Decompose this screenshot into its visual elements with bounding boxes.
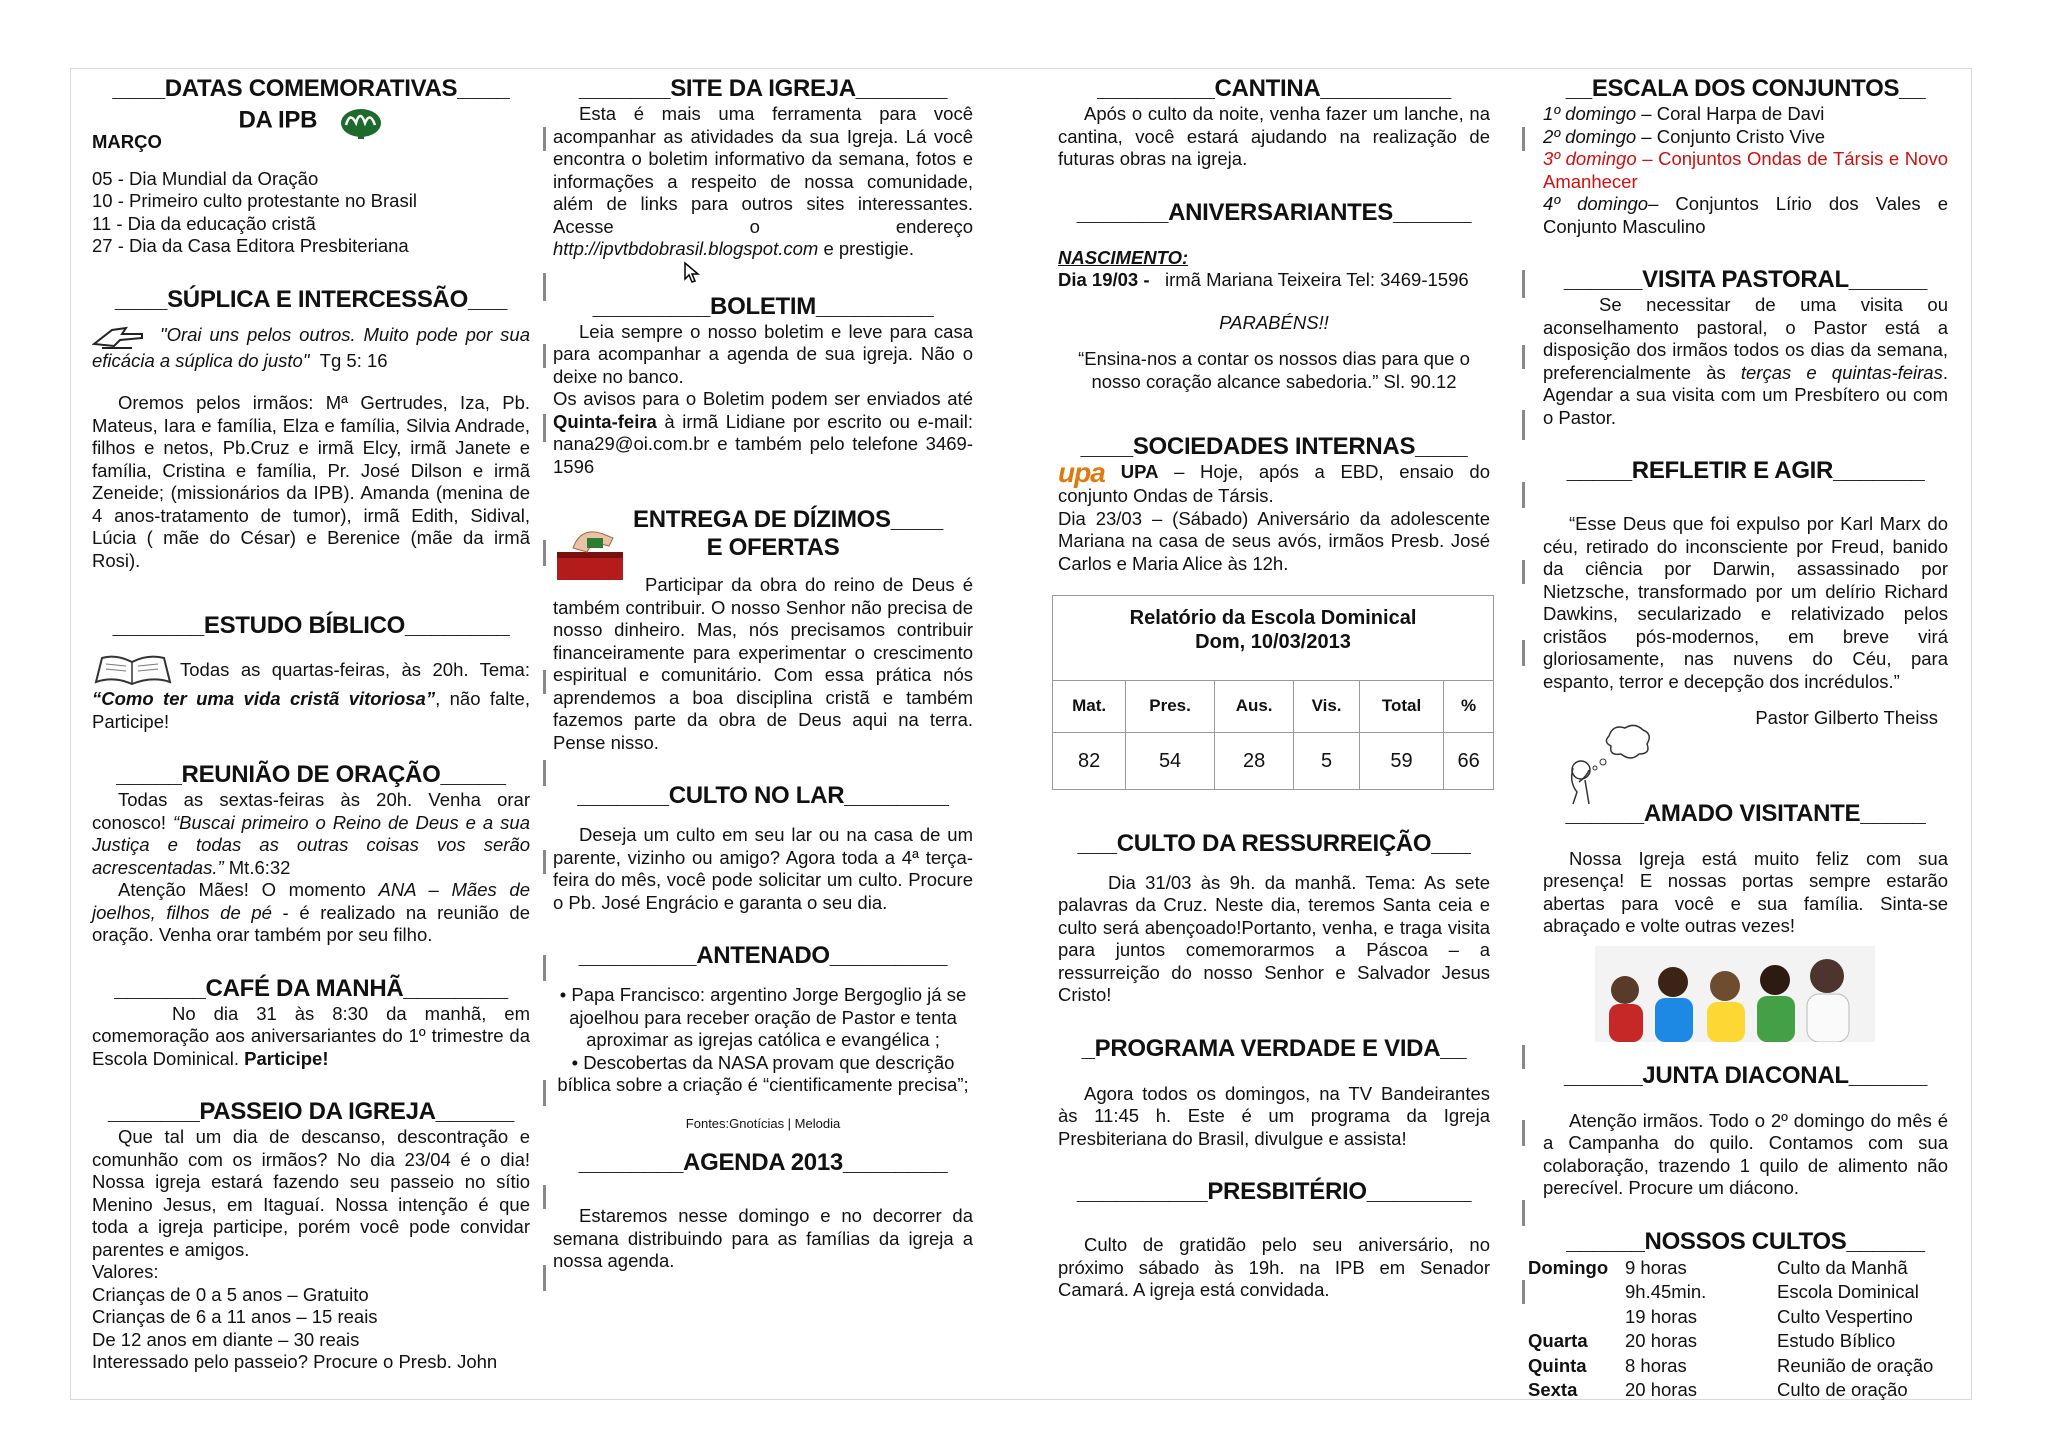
datas-section — [92, 75, 530, 258]
table-row — [1527, 1329, 1947, 1354]
datas-item: 05 - Dia Mundial da Oração — [92, 167, 319, 189]
passeio-section — [92, 1098, 530, 1374]
lar-title: _______CULTO NO LAR________ — [577, 782, 949, 809]
separator-bar — [543, 670, 546, 694]
cultos-section — [1528, 1227, 1948, 1403]
aniv-text: irmã Mariana Teixeira Tel: 3469-1596 — [1164, 269, 1469, 290]
separator-bar — [1522, 482, 1525, 508]
upa-logo-text: upa — [1058, 457, 1105, 489]
culto-time: 20 horas — [1625, 1330, 1697, 1351]
culto-name: Escola Dominical — [1777, 1281, 1919, 1302]
antenado-fontes: Fontes:Gnotícias | Melodia — [685, 1115, 841, 1131]
cafe-title: _______CAFÉ DA MANHÃ________ — [114, 974, 508, 1002]
maes-text: Atenção Mães! O momento — [118, 879, 366, 900]
culto-day — [1527, 1280, 1624, 1305]
separator-bar — [543, 540, 546, 566]
open-bible-icon — [92, 654, 174, 688]
dizimos-section — [553, 506, 973, 754]
escala-group: – Conjuntos Lírio dos Vales e Conjunto Masculino — [1543, 193, 1948, 237]
cafe-text: No dia 31 às 8:30 da manhã, em comemoração aos aniversariantes do 1º trimestre da Escola Dominical. — [92, 1002, 530, 1069]
culto-day: Domingo — [1528, 1256, 1609, 1278]
datas-month: MARÇO — [92, 131, 162, 152]
passeio-line: Crianças de 0 a 5 anos – Gratuito — [92, 1283, 369, 1305]
boletim-text-2: Os avisos para o Boletim podem ser enviados até — [553, 388, 973, 409]
boletim-section — [553, 293, 973, 479]
programa-text: Agora todos os domingos, na TV Bandeirantes às 11:45 h. Este é um programa da Igreja Presbiteriana do Brasil, divulgue e assista! — [1058, 1082, 1490, 1149]
cultos-table — [1527, 1256, 1947, 1403]
table-header-row — [1053, 681, 1493, 733]
visita-section — [1543, 266, 1948, 429]
table-header: % — [1444, 681, 1493, 733]
separator-bar — [543, 273, 546, 301]
visita-em: terças e quintas-feiras — [1740, 361, 1943, 383]
agenda-text: Estaremos nesse domingo e no decorrer da semana distribuindo para as famílias da igreja a nossa agenda. — [553, 1205, 973, 1271]
boletim-text-3: à irmã Lidiane por escrito ou e-mail: nana29@oi.com.br e também pelo telefone 3469-1596 — [553, 410, 973, 477]
suplica-ref: Tg 5: 16 — [319, 349, 388, 371]
column-2 — [553, 75, 973, 1273]
datas-item: 10 - Primeiro culto protestante no Brasil — [92, 190, 417, 211]
ressurreicao-title: ___CULTO DA RESSURREIÇÃO___ — [1077, 829, 1471, 857]
separator-bar — [1522, 1045, 1525, 1069]
visita-text: Se necessitar de uma visita ou aconselhamento pastoral, o Pastor está a disposição dos irmãos todos os dias da semana, preferencialmente às — [1543, 294, 1948, 383]
burning-bush-icon — [338, 103, 384, 139]
passeio-title: _______PASSEIO DA IGREJA______ — [108, 1098, 514, 1125]
separator-bar — [543, 1265, 546, 1291]
suplica-section — [92, 286, 530, 573]
separator-bar — [1522, 270, 1525, 298]
escala-group: – Conjuntos Ondas de Társis e Novo Amanhecer — [1543, 148, 1948, 192]
table-cell: 66 — [1444, 733, 1493, 789]
table-cell: 59 — [1359, 733, 1443, 789]
aniv-label: NASCIMENTO: — [1058, 246, 1189, 268]
sociedades-title: ____SOCIEDADES INTERNAS____ — [1080, 433, 1468, 460]
estudo-text: Todas as quartas-feiras, às 20h. Tema: — [180, 658, 530, 680]
escala-title: __ESCALA DOS CONJUNTOS__ — [1565, 75, 1926, 102]
programa-title: _PROGRAMA VERDADE E VIDA__ — [1081, 1034, 1467, 1062]
boletim-text: Leia sempre o nosso boletim e leve para casa para acompanhar a agenda de sua igreja. Não o deixe no banco. — [553, 320, 973, 387]
estudo-title: _______ESTUDO BÍBLICO________ — [112, 612, 510, 639]
cantina-section — [1058, 75, 1490, 171]
table-header: Mat. — [1053, 681, 1126, 733]
suplica-title: ____SÚPLICA E INTERCESSÃO___ — [114, 285, 508, 313]
junta-section — [1543, 1062, 1948, 1200]
separator-bar — [1522, 1200, 1525, 1226]
table-header: Aus. — [1214, 681, 1293, 733]
upa-logo — [1058, 457, 1105, 489]
separator-bar — [1522, 640, 1525, 666]
culto-name: Culto de oração — [1777, 1379, 1908, 1400]
site-url-link[interactable]: http://ipvtbdobrasil.blogspot.com — [553, 238, 819, 259]
datas-title: ____DATAS COMEMORATIVAS____ — [112, 75, 510, 102]
table-header: Vis. — [1294, 681, 1360, 733]
culto-day: Quinta — [1528, 1354, 1587, 1376]
refletir-section — [1543, 457, 1948, 806]
culto-name: Reunião de oração — [1777, 1354, 1934, 1376]
refletir-author: Pastor Gilberto Theiss — [1755, 707, 1938, 728]
site-tail: e prestigie. — [823, 238, 914, 259]
sociedades-text: Dia 23/03 – (Sábado) Aniversário da adolescente Mariana na casa de seus avós, irmãos Presb. José Carlos e Maria Alice às 12h. — [1058, 507, 1490, 574]
junta-text: Atenção irmãos. Todo o 2º domingo do mês é a Campanha do quilo. Contamos com sua colaboração, trazendo 1 quilo de alimento não perecível. Procure um diácono. — [1543, 1109, 1948, 1198]
suplica-verse: "Orai uns pelos outros. Muito pode por sua eficácia a súplica do justo" — [92, 323, 530, 371]
programa-section — [1058, 1035, 1490, 1151]
table-row — [1527, 1378, 1947, 1403]
escala-day: 3º domingo — [1543, 148, 1637, 169]
suplica-body: Oremos pelos irmãos: Mª Gertrudes, Iza, Pb. Mateus, Iara e família, Elza e família, Silvia Andrade, filhos e netos, Pb.Cruz e irmã Elcy, irmã Janete e família, Cristina e família, Pr. José Dilson e irmã Zeneide; (missionários da IPB). Amanda (menina de 4 anos-tratamento de tumor), irmã Edith, Sidival, Lúcia ( mãe do César) e Berenice (mãe da irmã Rosi). — [92, 392, 530, 571]
culto-day: Quarta — [1528, 1330, 1588, 1351]
antenado-section — [553, 942, 973, 1135]
table-header: Total — [1359, 681, 1443, 733]
relatorio-title: Relatório da Escola Dominical — [1129, 607, 1417, 630]
separator-bar — [543, 344, 546, 368]
maes-em: ANA – Mães de joelhos, filhos de pé — [92, 879, 530, 923]
boletim-title: _________BOLETIM_________ — [592, 292, 934, 320]
visitante-section — [1543, 800, 1948, 1042]
aniv-section — [1058, 199, 1490, 394]
escala-day: 1º domingo — [1543, 103, 1637, 124]
escala-highlight — [1543, 148, 1948, 193]
datas-item: 11 - Dia da educação cristã — [92, 212, 316, 234]
aniv-date: Dia 19/03 - — [1058, 269, 1150, 290]
cafe-section — [92, 975, 530, 1071]
refletir-title: _____REFLETIR E AGIR_______ — [1566, 457, 1925, 484]
culto-time: 9h.45min. — [1625, 1281, 1707, 1302]
separator-bar — [1522, 1280, 1525, 1304]
offering-box-icon — [553, 518, 635, 584]
cafe-bold: Participe! — [244, 1047, 329, 1069]
cantina-text: Após o culto da noite, venha fazer um lanche, na cantina, você estará ajudando na realização de futuras obras na igreja. — [1058, 103, 1490, 169]
culto-name: Culto da Manhã — [1777, 1256, 1908, 1278]
separator-bar — [1522, 345, 1525, 369]
lar-text: Deseja um culto em seu lar ou na casa de um parente, vizinho ou amigo? Agora toda a 4ª terça-feira do mês, você pode solicitar um culto. Procure o Pb. José Engrácio e garanta o seu dia. — [553, 824, 973, 913]
upa-label: UPA — [1120, 461, 1159, 482]
separator-bar — [543, 1080, 546, 1106]
table-cell: 5 — [1294, 733, 1360, 789]
agenda-section — [553, 1149, 973, 1273]
visitante-text: Nossa Igreja está muito feliz com sua presença! E nossas portas sempre estarão abertas para você e sua família. Sinta-se abraçado e volte outras vezes! — [1543, 847, 1948, 936]
antenado-title: _________ANTENADO_________ — [578, 942, 948, 969]
culto-time: 20 horas — [1625, 1379, 1697, 1400]
table-cell: 28 — [1214, 733, 1293, 789]
escala-section — [1543, 75, 1948, 238]
separator-bar — [543, 760, 546, 786]
table-row — [1527, 1305, 1947, 1330]
dizimos-text: Participar da obra do reino de Deus é também contribuir. O nosso Senhor não precisa de nosso dinheiro. Mas, nós precisamos contribuir financeiramente para experimentar o crescimento espiritual e comunitário. Com essa prática nós aprendemos a boa disciplina cristã e também fazemos parte da obra de Deus aqui na terra. Pense nisso. — [553, 574, 973, 753]
site-section — [553, 75, 973, 261]
praying-hands-icon — [92, 322, 148, 350]
table-row — [1527, 1256, 1947, 1281]
passeio-text: Que tal um dia de descanso, descontração e comunhão com os irmãos? No dia 23/04 é o dia! Nossa igreja estará fazendo seu passeio no sítio Menino Jesus, em Itaguaí. Nossa intenção é que toda a igreja participe, porém você pode convidar parentes e amigos. — [92, 1126, 530, 1260]
agenda-title: ________AGENDA 2013________ — [578, 1149, 948, 1176]
table-row — [1527, 1280, 1947, 1305]
escala-day: 4º domingo — [1543, 193, 1649, 214]
table-cell: 54 — [1126, 733, 1215, 789]
passeio-line: De 12 anos em diante – 30 reais — [92, 1328, 360, 1350]
table-row — [1053, 733, 1493, 789]
column-4 — [1528, 75, 1948, 1403]
site-text: Esta é mais uma ferramenta para você acompanhar as atividades da sua Igreja. Lá você encontra o boletim informativo da semana, fotos e informações a respeito de nossa comunidade, além de links para outros sites interessantes. Acesse o endereço — [553, 103, 973, 237]
presbiterio-text: Culto de gratidão pelo seu aniversário, no próximo sábado às 19h. na IPB em Senador Camará. A igreja está convidada. — [1058, 1234, 1490, 1301]
culto-day: Sexta — [1528, 1379, 1578, 1400]
separator-bar — [543, 850, 546, 874]
estudo-theme: “Como ter uma vida cristã vitoriosa” — [92, 688, 436, 709]
separator-bar — [1522, 127, 1525, 151]
separator-bar — [543, 955, 546, 981]
separator-bar — [1522, 1120, 1525, 1146]
culto-name: Culto Vespertino — [1777, 1305, 1913, 1327]
reuniao-quote: “Buscai primeiro o Reino de Deus e a sua Justiça e todas as outras coisas vos serão acrescentadas.” — [92, 811, 531, 878]
separator-bar — [543, 127, 546, 151]
antenado-item: • Papa Francisco: argentino Jorge Bergoglio já se ajoelhou para receber oração de Pastor e tenta aproximar as igrejas católica e evangélica ; — [559, 984, 967, 1050]
ressurreicao-section — [1058, 830, 1490, 1007]
escala-group: – Coral Harpa de Davi — [1641, 103, 1825, 124]
separator-bar — [1522, 560, 1525, 584]
escala-group: – Conjunto Cristo Vive — [1641, 125, 1826, 147]
aniv-verse: “Ensina-nos a contar os nossos dias para que o nosso coração alcance sabedoria.” Sl. 90.12 — [1078, 348, 1470, 392]
ressurreicao-text: Dia 31/03 às 9h. da manhã. Tema: As sete palavras da Cruz. Neste dia, teremos Santa ceia e culto será abençoado!Portanto, venha, e traga visita para juntos comemorarmos a Páscoa – a ressurreição do nosso Senhor e Salvador Jesus Cristo! — [1058, 871, 1490, 1006]
reuniao-text: Todas as sextas-feiras às 20h. Venha orar conosco! — [92, 789, 530, 833]
reuniao-ref: Mt.6:32 — [228, 856, 291, 878]
passeio-line: Crianças de 6 a 11 anos – 15 reais — [92, 1306, 378, 1327]
antenado-item: • Descobertas da NASA provam que descrição bíblica sobre a criação é “cientificamente precisa”; — [557, 1051, 969, 1095]
cultos-title: ______NOSSOS CULTOS______ — [1566, 1227, 1925, 1255]
culto-time: 8 horas — [1625, 1354, 1687, 1376]
table-row — [1527, 1354, 1947, 1379]
culto-day — [1527, 1305, 1624, 1330]
sociedades-section — [1058, 433, 1490, 575]
cursor-icon — [683, 261, 701, 285]
relatorio-box — [1052, 595, 1494, 790]
table-cell: 82 — [1053, 733, 1126, 789]
maes-text-2: - é realizado na reunião de oração. Venha orar também por seu filho. — [92, 901, 530, 945]
column-3 — [1058, 75, 1490, 1302]
cantina-title: _________CANTINA__________ — [1097, 75, 1451, 102]
aniv-parabens: PARABÉNS!! — [1219, 311, 1329, 333]
separator-bar — [543, 414, 546, 442]
presbiterio-section — [1058, 1178, 1490, 1302]
table-header: Pres. — [1126, 681, 1215, 733]
boletim-deadline: Quinta-feira — [553, 410, 657, 432]
culto-time: 19 horas — [1625, 1305, 1697, 1327]
estudo-section — [92, 612, 530, 733]
relatorio-table — [1053, 680, 1493, 789]
relatorio-date: Dom, 10/03/2013 — [1195, 631, 1351, 654]
separator-bar — [543, 1185, 546, 1209]
presbiterio-title: __________PRESBITÉRIO________ — [1076, 1178, 1472, 1206]
column-1 — [92, 75, 530, 1374]
passeio-line: Interessado pelo passeio? Procure o Presb. John — [92, 1351, 498, 1372]
passeio-line: Valores: — [92, 1261, 159, 1282]
dizimos-title-2: E OFERTAS — [706, 534, 840, 561]
datas-item: 27 - Dia da Casa Editora Presbiteriana — [92, 235, 409, 256]
site-title: _______SITE DA IGREJA_______ — [578, 75, 948, 102]
culto-time: 9 horas — [1625, 1256, 1687, 1278]
reuniao-title: _____REUNIÃO DE ORAÇÃO_____ — [116, 761, 506, 788]
dizimos-title: ENTREGA DE DÍZIMOS____ — [633, 506, 943, 533]
escala-day: 2º domingo — [1543, 125, 1637, 147]
upa-text: – Hoje, após a EBD, ensaio do conjunto Ondas de Társis. — [1058, 461, 1490, 507]
culto-name: Estudo Bíblico — [1777, 1330, 1896, 1351]
lar-section — [553, 782, 973, 914]
people-group-photo — [1595, 946, 1875, 1042]
refletir-quote: “Esse Deus que foi expulso por Karl Marx do céu, retirado do inconsciente por Freud, banido da ciência por Darwin, assassinado por Nietzsche, transformado por um delírio Richard Dawkins, secularizado e relativizado pelos cristãos pós-modernos, em breve virá gloriosamente, nas nuvens do Céu, para espanto, terror e decepção dos incrédulos.” — [1543, 513, 1948, 692]
datas-title-2-text: DA IPB — [238, 106, 318, 134]
visita-text-2: . Agendar a sua visita com um Presbítero ou com o Pastor. — [1543, 361, 1948, 428]
visitante-title: ______AMADO VISITANTE_____ — [1565, 799, 1926, 827]
visita-title: ______VISITA PASTORAL______ — [1563, 266, 1928, 293]
junta-title: ______JUNTA DIACONAL______ — [1563, 1061, 1928, 1089]
aniv-title: _______ANIVERSARIANTES______ — [1076, 198, 1472, 226]
thinking-person-icon — [1563, 722, 1653, 806]
estudo-text-2: , não falte, Participe! — [92, 688, 530, 732]
separator-bar — [1522, 410, 1525, 440]
reuniao-section — [92, 761, 530, 947]
